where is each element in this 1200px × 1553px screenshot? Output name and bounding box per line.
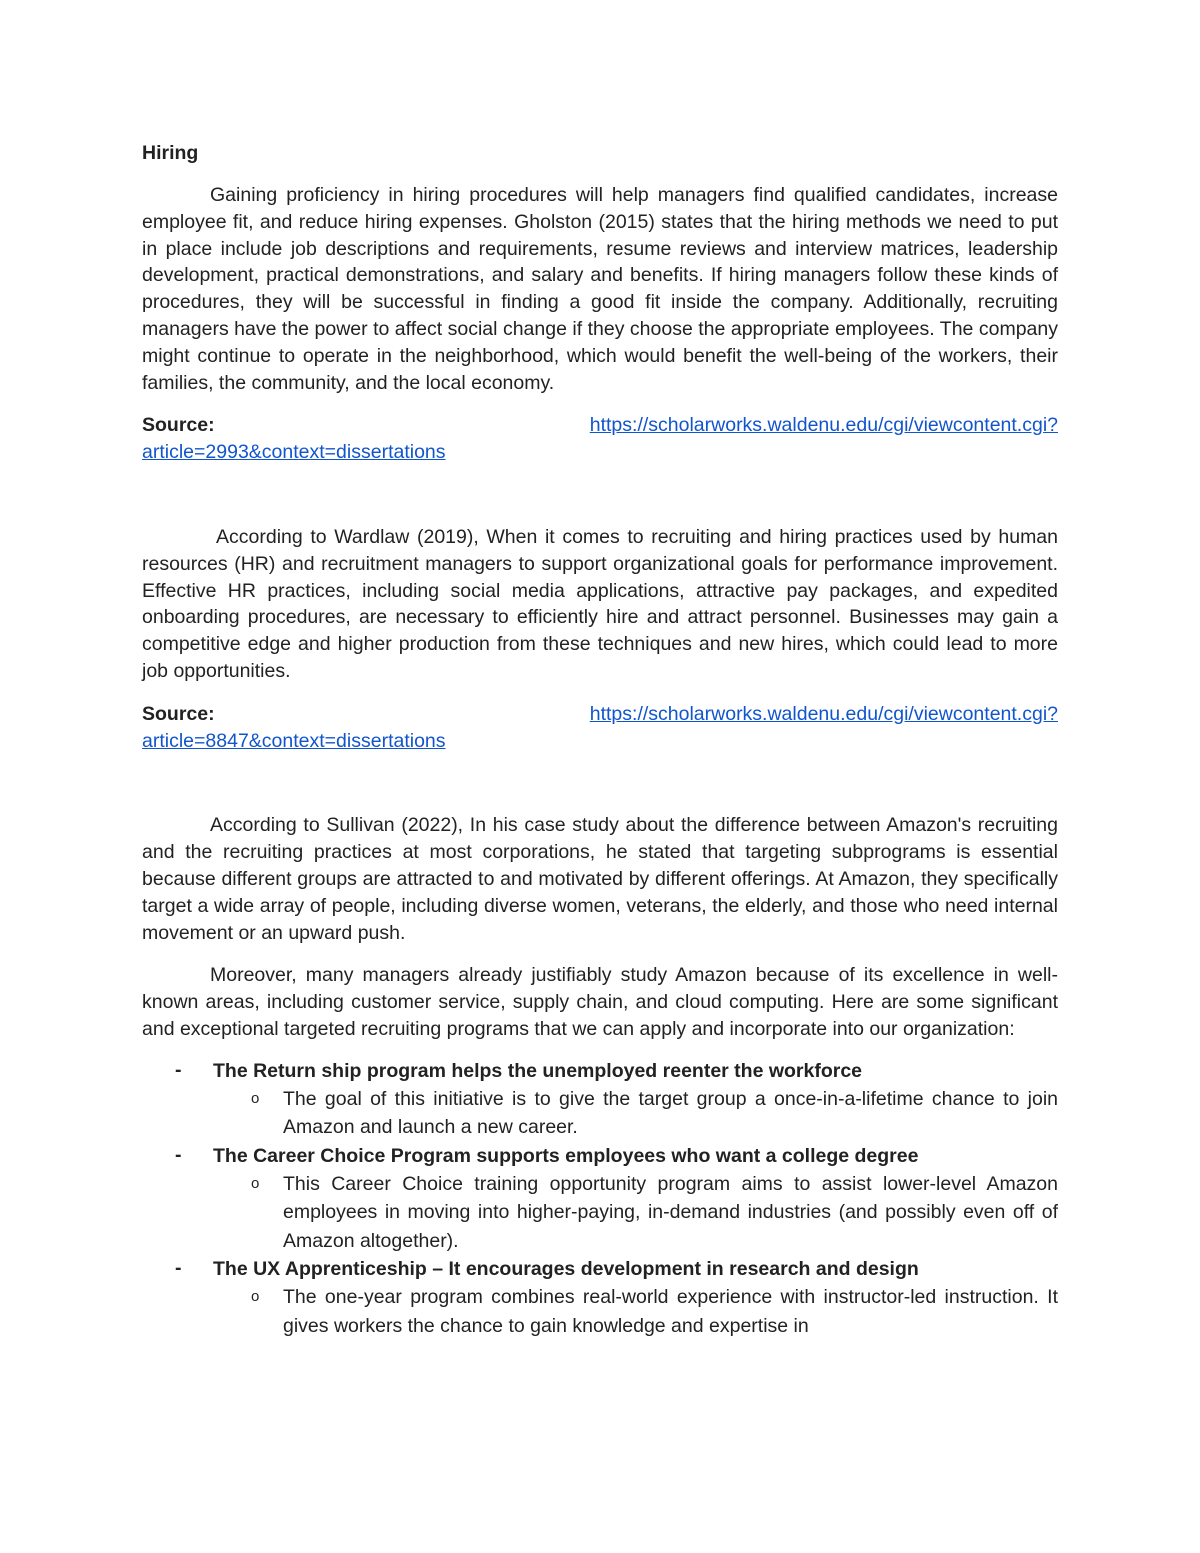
spacer xyxy=(142,754,1058,812)
circle-bullet-icon: o xyxy=(251,1089,260,1107)
source-label: Source: xyxy=(142,414,215,437)
source-link-2-part1[interactable]: https://scholarworks.waldenu.edu/cgi/viewcontent.cgi? xyxy=(589,702,1058,725)
source-link-1-part2[interactable]: article=2993&context=dissertations xyxy=(142,441,446,464)
sub-list-item xyxy=(143,1283,1058,1340)
program-list xyxy=(142,1057,1058,1341)
source-label: Source: xyxy=(142,702,215,725)
list-item xyxy=(142,1142,1058,1256)
sub-list xyxy=(213,1283,1058,1340)
circle-bullet-icon: o xyxy=(251,1288,260,1306)
section-heading: Hiring xyxy=(142,142,199,164)
document-page xyxy=(142,138,1058,1340)
source-link-2-part2[interactable]: article=8847&context=dissertations xyxy=(142,729,446,752)
spacer xyxy=(142,466,1058,524)
source-link-1-part1[interactable]: https://scholarworks.waldenu.edu/cgi/viewcontent.cgi? xyxy=(589,414,1058,437)
program-description: This Career Choice training opportunity program aims to assist lower-level Amazon employees in moving into higher-paying, in-demand industries (and possibly even off of Amazon altogether). xyxy=(283,1172,1058,1252)
program-description: The goal of this initiative is to give the target group a once-in-a-lifetime chance to join Amazon and launch a new career. xyxy=(283,1087,1058,1139)
source-block-2 xyxy=(142,701,1058,755)
source-row-1 xyxy=(142,412,1058,439)
sub-list xyxy=(213,1170,1058,1256)
paragraph-moreover: Moreover, many managers already justifiably study Amazon because of its excellence in well-known areas, including customer service, supply chain, and cloud computing. Here are some significant and exceptional targeted recruiting programs that we can apply and incorporate into our organization: xyxy=(142,964,1058,1040)
program-title: The Career Choice Program supports employees who want a college degree xyxy=(213,1144,919,1167)
dash-marker: - xyxy=(175,1058,182,1081)
list-item xyxy=(142,1255,1058,1340)
source-block-1 xyxy=(142,412,1058,466)
dash-marker: - xyxy=(175,1143,182,1166)
spacer xyxy=(142,946,1058,962)
sub-list-item xyxy=(143,1170,1058,1256)
source-row-1b xyxy=(142,439,1058,466)
sub-list xyxy=(213,1085,1058,1142)
sub-list-item xyxy=(143,1085,1058,1142)
program-title: The UX Apprenticeship – It encourages development in research and design xyxy=(213,1258,919,1281)
paragraph-gholston: Gaining proficiency in hiring procedures will help managers find qualified candidates, increase employee fit, and reduce hiring expenses. Gholston (2015) states that the hiring methods we need to put in place include job descriptions and requirements, resume reviews and interview matrices, leadership development, practical demonstrations, and salary and benefits. If hiring managers follow these kinds of procedures, they will be successful in finding a good fit inside the company. Additionally, recruiting managers have the power to affect social change if they choose the appropriate employees. The company might continue to operate in the neighborhood, which would benefit the well-being of the workers, their families, the community, and the local economy. xyxy=(142,184,1058,394)
source-row-2b xyxy=(142,728,1058,755)
paragraph-sullivan: According to Sullivan (2022), In his case study about the difference between Amazon's recruiting and the recruiting practices at most corporations, he stated that targeting subprograms is essential because different groups are attracted to and motivated by different offerings. At Amazon, they specifically target a wide array of people, including diverse women, veterans, the elderly, and those who need internal movement or an upward push. xyxy=(142,814,1058,944)
program-title: The Return ship program helps the unemployed reenter the workforce xyxy=(213,1059,863,1082)
circle-bullet-icon: o xyxy=(251,1174,260,1192)
program-description: The one-year program combines real-world experience with instructor-led instruction. It gives workers the chance to gain knowledge and expertise in xyxy=(283,1286,1058,1337)
list-item xyxy=(142,1057,1058,1142)
paragraph-wardlaw: According to Wardlaw (2019), When it comes to recruiting and hiring practices used by human resources (HR) and recruitment managers to support organizational goals for performance improvement. Effective HR practices, including social media applications, attractive pay packages, and expedited onboarding procedures, are necessary to efficiently hire and attract personnel. Businesses may gain a competitive edge and higher production from these techniques and new hires, which could lead to more job opportunities. xyxy=(142,525,1058,682)
dash-marker: - xyxy=(175,1257,182,1280)
source-row-2 xyxy=(142,701,1058,728)
